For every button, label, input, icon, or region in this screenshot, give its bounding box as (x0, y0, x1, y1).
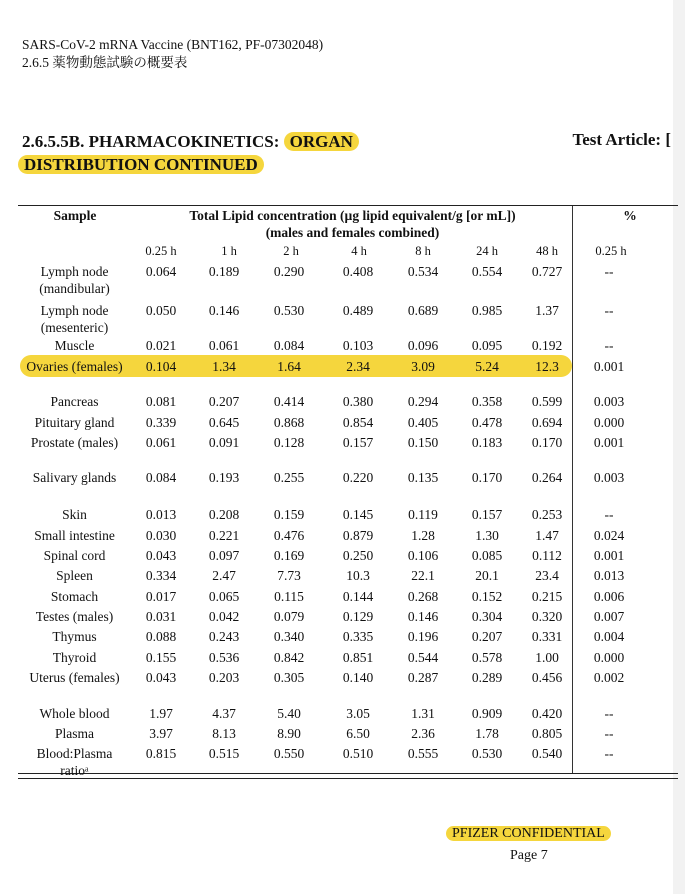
concentration-cell: 0.170 (531, 435, 563, 450)
concentration-cell: 0.289 (471, 670, 503, 685)
concentration-cell: 0.305 (273, 670, 305, 685)
concentration-cell: 0.196 (407, 629, 439, 644)
percent-cell: 0.003 (593, 470, 625, 485)
concentration-cell: 0.414 (273, 394, 305, 409)
concentration-cell: 0.645 (208, 415, 240, 430)
concentration-cell: 0.405 (407, 415, 439, 430)
percent-cell: -- (604, 303, 614, 318)
concentration-cell: 0.043 (145, 670, 177, 685)
concentration-cell: 0.061 (208, 338, 240, 353)
concentration-cell: 0.144 (342, 589, 374, 604)
concentration-cell: 0.854 (342, 415, 374, 430)
concentration-cell: 8.90 (277, 726, 301, 741)
concentration-cell: 1.30 (475, 528, 499, 543)
concentration-cell: 2.47 (212, 568, 236, 583)
concentration-cell: 22.1 (411, 568, 435, 583)
concentration-cell: 0.081 (145, 394, 177, 409)
concentration-cell: 0.088 (145, 629, 177, 644)
test-article-label: Test Article: [ (572, 130, 671, 149)
concentration-cell: 0.203 (208, 670, 240, 685)
percent-cell: 0.024 (593, 528, 625, 543)
percent-cell: 0.001 (593, 548, 625, 563)
concentration-cell: 0.192 (531, 338, 563, 353)
concentration-cell: 0.805 (531, 726, 563, 741)
concentration-cell: 0.189 (208, 264, 240, 279)
concentration-cell: 0.868 (273, 415, 305, 430)
concentration-cell: 0.555 (407, 746, 439, 761)
title-highlight-distribution: DISTRIBUTION CONTINUED (18, 155, 264, 174)
concentration-cell: 0.159 (273, 507, 305, 522)
concentration-cell: 0.030 (145, 528, 177, 543)
concentration-cell: 2.36 (411, 726, 435, 741)
concentration-cell: 0.152 (471, 589, 503, 604)
concentration-cell: 0.104 (145, 359, 177, 374)
percent-cell: -- (604, 338, 614, 353)
concentration-cell: 0.304 (471, 609, 503, 624)
percent-cell: -- (604, 507, 614, 522)
time-header: 4 h (351, 244, 367, 258)
table-top-rule (18, 205, 678, 206)
concentration-cell: 1.00 (535, 650, 559, 665)
concentration-cell: 20.1 (475, 568, 499, 583)
concentration-cell: 5.40 (277, 706, 301, 721)
sample-label: Thymus (52, 629, 97, 644)
percent-cell: 0.002 (593, 670, 625, 685)
time-header: 2 h (283, 244, 299, 258)
concentration-cell: 0.169 (273, 548, 305, 563)
concentration-cell: 3.05 (346, 706, 370, 721)
concentration-cell: 0.268 (407, 589, 439, 604)
concentration-cell: 0.050 (145, 303, 177, 318)
concentration-cell: 0.084 (145, 470, 177, 485)
concentration-cell: 0.290 (273, 264, 305, 279)
percent-cell: 0.013 (593, 568, 625, 583)
concentration-cell: 0.554 (471, 264, 503, 279)
concentration-cell: 1.37 (535, 303, 559, 318)
concentration-cell: 4.37 (212, 706, 236, 721)
concentration-cell: 0.115 (274, 589, 304, 604)
percent-header: % (623, 208, 637, 223)
page-edge (673, 0, 685, 894)
time-header: 8 h (415, 244, 431, 258)
concentration-cell: 0.170 (471, 470, 503, 485)
concentration-cell: 1.78 (475, 726, 499, 741)
concentration-cell: 0.129 (342, 609, 374, 624)
concentration-cell: 23.4 (535, 568, 559, 583)
concentration-cell: 0.879 (342, 528, 374, 543)
percent-cell: 0.000 (593, 650, 625, 665)
concentration-cell: 10.3 (346, 568, 370, 583)
concentration-cell: 0.183 (471, 435, 503, 450)
percent-cell: 0.004 (593, 629, 625, 644)
concentration-cell: 0.140 (342, 670, 374, 685)
concentration-cell: 0.689 (407, 303, 439, 318)
time-header: 48 h (536, 244, 558, 258)
document-header (22, 36, 323, 72)
concentration-cell: 3.97 (149, 726, 173, 741)
concentration-cell: 0.536 (208, 650, 240, 665)
concentration-cell: 1.47 (535, 528, 559, 543)
concentration-cell: 0.085 (471, 548, 503, 563)
concentration-cell: 0.157 (342, 435, 374, 450)
concentration-cell: 0.146 (407, 609, 439, 624)
concentration-cell: 0.106 (407, 548, 439, 563)
concentration-cell: 0.157 (471, 507, 503, 522)
concentration-cell: 1.34 (212, 359, 236, 374)
concentration-cell: 0.145 (342, 507, 374, 522)
concentration-cell: 0.208 (208, 507, 240, 522)
header-product-line: SARS-CoV-2 mRNA Vaccine (BNT162, PF-07302048) (22, 37, 324, 52)
concentration-cell: 0.456 (531, 670, 563, 685)
sample-label: Small intestine (34, 528, 115, 543)
title-highlight-organ: ORGAN (284, 132, 359, 151)
concentration-cell: 0.064 (145, 264, 177, 279)
concentration-cell: 0.815 (145, 746, 177, 761)
concentration-cell: 0.061 (145, 435, 177, 450)
concentration-cell: 0.119 (408, 507, 438, 522)
concentration-cell: 0.534 (407, 264, 439, 279)
page-number: Page 7 (510, 848, 548, 863)
title-prefix: 2.6.5.5B. PHARMACOKINETICS: (22, 132, 280, 151)
concentration-cell: 0.021 (145, 338, 177, 353)
concentration-cell: 0.489 (342, 303, 374, 318)
table-column-divider (572, 206, 573, 773)
time-header: 1 h (221, 244, 237, 258)
concentration-cell: 0.550 (273, 746, 305, 761)
concentration-cell: 0.221 (208, 528, 240, 543)
percent-cell: -- (604, 264, 614, 279)
concentration-cell: 0.420 (531, 706, 563, 721)
concentration-cell: 0.540 (531, 746, 563, 761)
concentration-cell: 0.243 (208, 629, 240, 644)
percent-cell: 0.007 (593, 609, 625, 624)
concentration-cell: 0.096 (407, 338, 439, 353)
sample-label: Pituitary gland (34, 415, 115, 430)
concentration-cell: 0.985 (471, 303, 503, 318)
confidential-text: PFIZER CONFIDENTIAL (446, 826, 611, 841)
concentration-cell: 0.515 (208, 746, 240, 761)
header-section-line: 2.6.5 薬物動態試験の概要表 (22, 55, 188, 70)
concentration-cell: 0.253 (531, 507, 563, 522)
concentration-cell: 0.207 (208, 394, 240, 409)
concentration-cell: 0.340 (273, 629, 305, 644)
sample-label: Uterus (females) (29, 670, 120, 685)
percent-cell: 0.001 (593, 435, 625, 450)
concentration-cell: 0.478 (471, 415, 503, 430)
sample-label: Spleen (56, 568, 93, 583)
percent-cell: 0.003 (593, 394, 625, 409)
concentration-cell: 0.544 (407, 650, 439, 665)
concentration-cell: 0.031 (145, 609, 177, 624)
sample-label: Stomach (50, 589, 99, 604)
time-header: 0.25 h (145, 244, 177, 258)
percent-cell: 0.006 (593, 589, 625, 604)
sample-label: Spinal cord (43, 548, 106, 563)
sample-label: Muscle (54, 338, 95, 353)
concentration-header: Total Lipid concentration (µg lipid equivalent/g [or mL]) (189, 208, 516, 223)
concentration-cell: 8.13 (212, 726, 236, 741)
concentration-cell: 0.510 (342, 746, 374, 761)
sample-label: Skin (62, 507, 87, 522)
percent-cell: -- (604, 746, 614, 761)
concentration-cell: 0.146 (208, 303, 240, 318)
sample-header: Sample (53, 208, 97, 223)
concentration-cell: 0.530 (471, 746, 503, 761)
concentration-cell: 2.34 (346, 359, 370, 374)
concentration-cell: 0.530 (273, 303, 305, 318)
sample-label: Thyroid (52, 650, 97, 665)
concentration-cell: 0.103 (342, 338, 374, 353)
concentration-cell: 0.578 (471, 650, 503, 665)
concentration-cell: 0.294 (407, 394, 439, 409)
percent-cell: -- (604, 726, 614, 741)
concentration-cell: 0.079 (273, 609, 305, 624)
concentration-cell: 1.28 (411, 528, 435, 543)
concentration-cell: 1.97 (149, 706, 173, 721)
section-title (22, 130, 359, 176)
concentration-cell: 0.250 (342, 548, 374, 563)
concentration-cell: 0.727 (531, 264, 563, 279)
sample-label: Lymph node (mesenteric) (40, 303, 109, 335)
concentration-cell: 0.334 (145, 568, 177, 583)
concentration-cell: 0.017 (145, 589, 177, 604)
concentration-cell: 0.042 (208, 609, 240, 624)
concentration-cell: 0.694 (531, 415, 563, 430)
concentration-cell: 0.358 (471, 394, 503, 409)
percent-time-header: 0.25 h (595, 244, 627, 258)
concentration-cell: 7.73 (277, 568, 301, 583)
concentration-cell: 0.851 (342, 650, 374, 665)
concentration-cell: 1.64 (277, 359, 301, 374)
percent-cell: 0.001 (593, 359, 625, 374)
concentration-cell: 0.408 (342, 264, 374, 279)
concentration-cell: 12.3 (535, 359, 559, 374)
time-header: 24 h (476, 244, 498, 258)
concentration-cell: 0.065 (208, 589, 240, 604)
concentration-cell: 0.842 (273, 650, 305, 665)
confidential-label (446, 826, 611, 842)
concentration-cell: 0.097 (208, 548, 240, 563)
concentration-cell: 0.084 (273, 338, 305, 353)
concentration-cell: 0.155 (145, 650, 177, 665)
percent-cell: 0.000 (593, 415, 625, 430)
concentration-cell: 0.320 (531, 609, 563, 624)
percent-cell: -- (604, 706, 614, 721)
concentration-subheader: (males and females combined) (265, 225, 440, 240)
concentration-cell: 0.150 (407, 435, 439, 450)
concentration-cell: 0.220 (342, 470, 374, 485)
concentration-cell: 0.112 (532, 548, 562, 563)
concentration-cell: 0.339 (145, 415, 177, 430)
sample-label: Testes (males) (35, 609, 114, 624)
concentration-cell: 0.043 (145, 548, 177, 563)
concentration-cell: 0.091 (208, 435, 240, 450)
sample-label: Plasma (55, 726, 94, 741)
concentration-cell: 0.599 (531, 394, 563, 409)
sample-label: Salivary glands (32, 470, 117, 485)
concentration-cell: 1.31 (411, 706, 435, 721)
sample-label: Whole blood (39, 706, 110, 721)
concentration-cell: 0.128 (273, 435, 305, 450)
sample-label: Prostate (males) (30, 435, 119, 450)
concentration-cell: 0.909 (471, 706, 503, 721)
concentration-cell: 0.287 (407, 670, 439, 685)
concentration-cell: 0.095 (471, 338, 503, 353)
sample-label: Pancreas (50, 394, 99, 409)
concentration-cell: 0.255 (273, 470, 305, 485)
concentration-cell: 0.476 (273, 528, 305, 543)
concentration-cell: 0.193 (208, 470, 240, 485)
concentration-cell: 0.335 (342, 629, 374, 644)
concentration-cell: 6.50 (346, 726, 370, 741)
sample-label: Lymph node (mandibular) (39, 264, 110, 296)
sample-label: Blood:Plasma ratioᵃ (36, 746, 113, 778)
concentration-cell: 0.380 (342, 394, 374, 409)
concentration-cell: 0.013 (145, 507, 177, 522)
concentration-cell: 0.215 (531, 589, 563, 604)
concentration-cell: 3.09 (411, 359, 435, 374)
concentration-cell: 0.135 (407, 470, 439, 485)
concentration-cell: 0.331 (531, 629, 563, 644)
concentration-cell: 5.24 (475, 359, 499, 374)
concentration-cell: 0.264 (531, 470, 563, 485)
concentration-cell: 0.207 (471, 629, 503, 644)
sample-label: Ovaries (females) (26, 359, 123, 374)
